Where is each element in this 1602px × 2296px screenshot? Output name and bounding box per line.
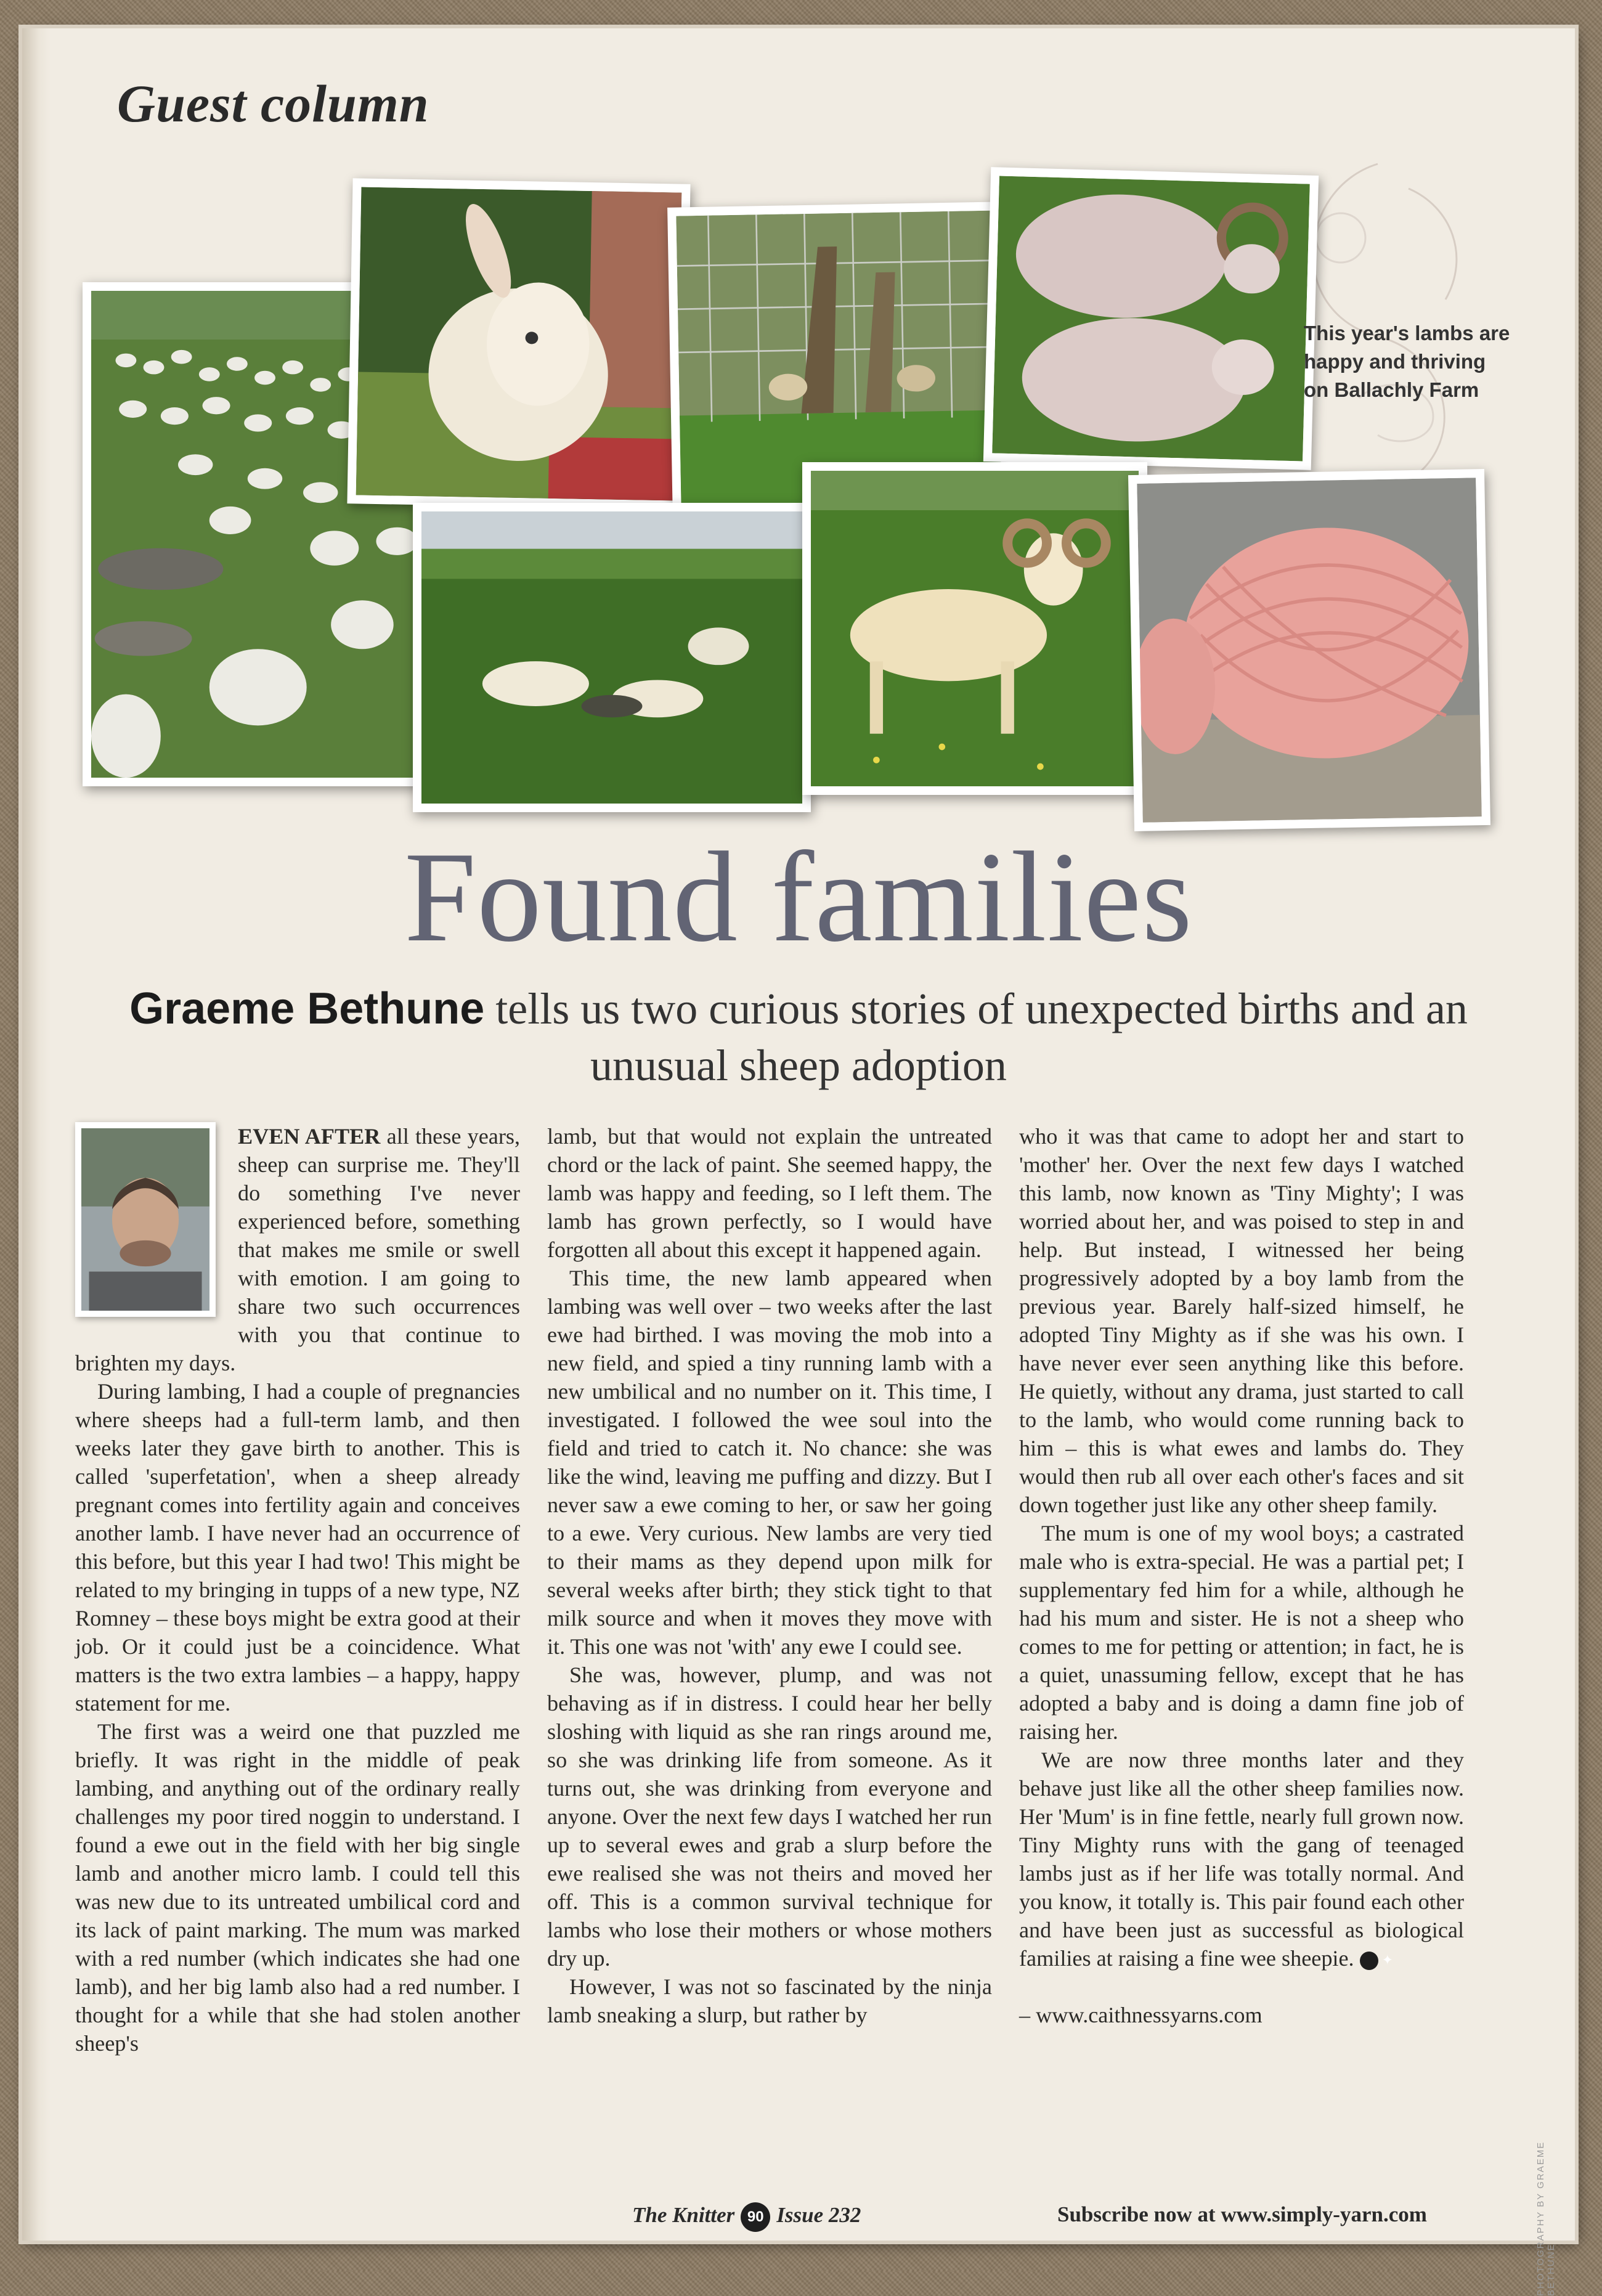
paragraph-intro: EVEN AFTER all these years, sheep can surprise me. They'll do something I've never experienced before, something that makes me smile or swell with emotion. I am going to share two such occurrences with you that continue to brighten my days. [75,1124,520,1375]
author-headshot [75,1122,216,1317]
paragraph-continued: lamb, but that would not explain the untreated chord or the lack of paint. She seemed happy, the lamb was happy and feeding, so I left them. The lamb has grown perfectly, so I would have forgotten all about this except it happened again. [547,1124,992,1262]
magazine-page [22,28,1575,2296]
standfirst-text: tells us two curious stories of unexpected births and an unusual sheep adoption [484,984,1468,1090]
paragraph-continued: who it was that came to adopt her and start to 'mother' her. Over the next few days I watched this lamb, now known as 'Tiny Mighty'; I was worried about her, and was poised to step in and help. But instead, I witnessed her being progressively adopted by a boy lamb from the previous year. Barely half-sized himself, he adopted Tiny Mighty as if she was his own. I have never ever seen anything like this before. He quietly, without any drama, just started to call to the lamb, who would come running back to him – this is what ewes and lambs do. They would then rub all over each other's faces and sit down together just like any other sheep family. [1019,1124,1464,1517]
lead-in: EVEN AFTER [238,1124,381,1149]
article-column-2 [547,1122,992,2029]
photo-pink-yarn [1128,469,1490,831]
issue-number: Issue 232 [776,2203,861,2228]
photo-caption: This year's lambs are happy and thriving on Ballachly Farm [1304,322,1510,401]
photo-credit: PHOTOGRAPHY BY GRAEME BETHUNE [1535,2141,1556,2296]
section-label: Guest column [117,74,429,133]
photo-horned-ram [802,462,1147,795]
footer-subscribe-link[interactable]: Subscribe now at www.simply-yarn.com [1057,2202,1427,2226]
paragraph: During lambing, I had a couple of pregnancies where sheeps had a full-term lamb, and then weeks later they gave birth to another. This is called 'superfetation', when a sheep already pregnant comes into fertility again and conceives another lamb. I have never had an occurrence of this before, but this year I had two! This might be related to my bringing in tupps of a new type, NZ Romney – these boys might be extra good at their job. Or it could just be a coincidence. What matters is the two extra lambies – a happy, happy statement for me. [75,1379,520,1716]
paragraph: This time, the new lamb appeared when lambing was well over – two weeks after the last ewe had birthed. I was moving the mob into a new field, and spied a tiny running lamb with a new umbilical and no number on it. This time, I investigated. I followed the wee soul into the field and tried to catch it. No chance: she was like the wind, leaving me puffing and dizzy. But I never saw a ewe coming to her, or saw her going to a ewe. Very curious. New lambs are very tied to their mams as they depend upon milk for several weeks after birth; they stick tight to that milk source and when it moves they move with it. This one was not 'with' any ewe I could see. [547,1266,992,1659]
photo-lambs-resting [413,503,811,812]
author-name: Graeme Bethune [129,984,485,1033]
paragraph: She was, however, plump, and was not behaving as if in distress. I could hear her belly sloshing with liquid as she ran rings around me, so she was drinking life from someone. As it turns out, she was drinking from everyone and anyone. Over the next few days I watched her run up to several ewes and grab a slurp before the ewe realised she was not theirs and moved her off. This is a common survival technique for lambs who lose their mothers or whose mothers dry up. [547,1663,992,1971]
article-standfirst [121,980,1476,1094]
footer-magazine [632,2202,861,2232]
page-number: 90 [741,2202,770,2232]
end-mark-icon: ✦ [1360,1952,1378,1970]
article-title: Found families [404,826,1193,969]
paragraph: The first was a weird one that puzzled me briefly. It was right in the middle of peak lambing, and anything out of the ordinary really challenges my poor tired noggin to understand. I found a ewe out in the field with her big single lamb and another micro lamb. I could tell this was new due to its untreated umbilical cord and its lack of paint marking. The mum was marked with a red number (which indicates she had one lamb), and her big lamb also had a red number. I thought for a while that she had stolen another sheep's [75,1719,520,2056]
article-column-3 [1019,1122,1464,2029]
paragraph: However, I was not so fascinated by the ninja lamb sneaking a slurp, but rather by [547,1974,992,2027]
page-spine-shadow [22,28,51,2241]
article-column-1 [75,1122,520,2058]
photo-lamb-closeup [347,178,690,509]
photo-rams [983,167,1319,470]
paragraph: The mum is one of my wool boys; a castrated male who is extra-special. He was a partial pet; I supplementary fed him for a while, although he had his mum and sister. He is not a sheep who comes to me for petting or attention; in fact, he is a quiet, unassuming fellow, except that he has adopted a baby and is doing a damn fine job of raising her. [1019,1521,1464,1744]
paragraph-final: We are now three months later and they behave just like all the other sheep families now. Her 'Mum' is in fine fettle, nearly full grown now. Tiny Mighty runs with the gang of teenaged lambs just as if her life was totally normal. And you know, it totally is. This pair found each other and have been just as successful as biological families at raising a fine wee sheepie. ✦ [1019,1748,1464,1971]
website-link[interactable]: – www.caithnessyarns.com [1019,2003,1262,2027]
magazine-name: The Knitter [632,2203,735,2228]
